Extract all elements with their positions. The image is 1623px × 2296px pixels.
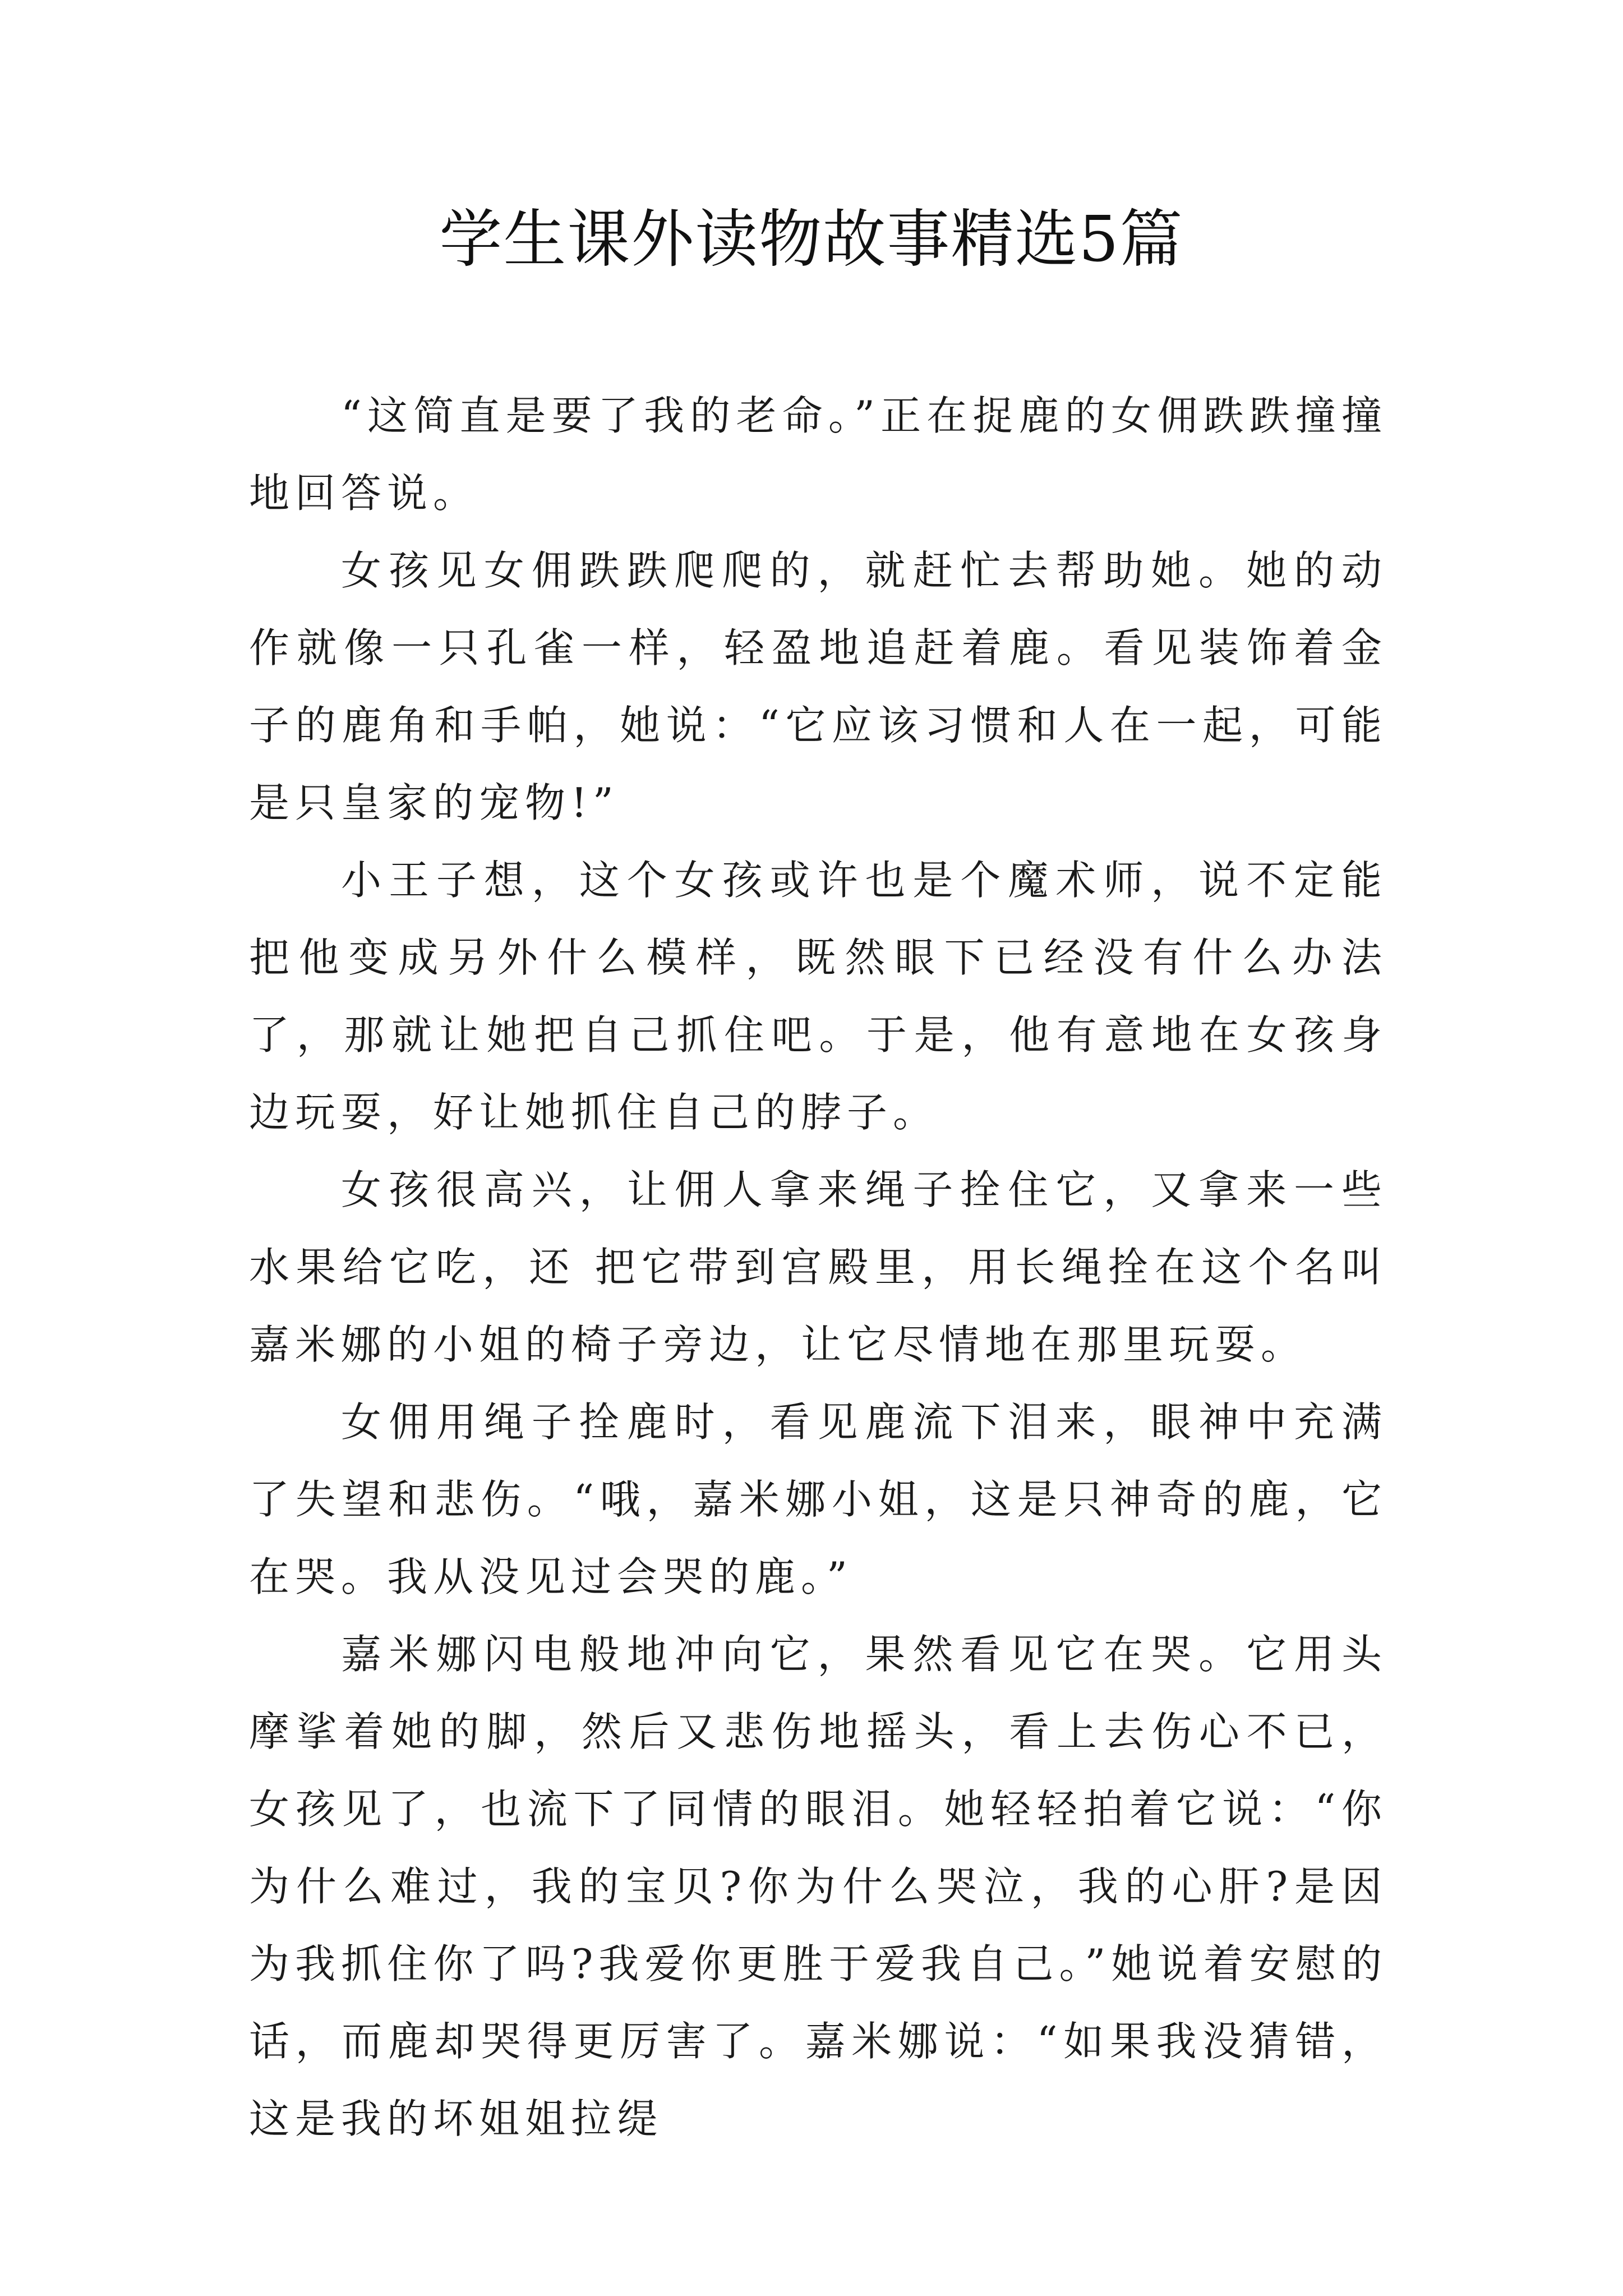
paragraph: 女孩见女佣跌跌爬爬的，就赶忙去帮助她。她的动作就像一只孔雀一样，轻盈地追赶着鹿。看见装饰着金子的鹿角和手帕，她说：“它应该习惯和人在一起，可能是只皇家的宠物!” (249, 547, 1387, 826)
document-title: 学生课外读物故事精选5篇 (439, 203, 1184, 276)
paragraph: 小王子想，这个女孩或许也是个魔术师，说不定能把他变成另外什么模样，既然眼下已经没有什么办法了，那就让她把自己抓住吧。于是，他有意地在女孩身边玩耍，好让她抓住自己的脖子。 (249, 857, 1387, 1136)
document-body (249, 377, 1387, 2157)
paragraph: 嘉米娜闪电般地冲向它，果然看见它在哭。它用头摩挲着她的脚，然后又悲伤地摇头，看上去伤心不已，女孩见了，也流下了同情的眼泪。她轻轻拍着它说：“你为什么难过，我的宝贝?你为什么哭泣，我的心肝?是因为我抓住你了吗?我爱你更胜于爱我自己。”她说着安慰的话，而鹿却哭得更厉害了。嘉米娜说：“如果我没猜错，这是我的坏姐姐拉缇 (249, 1631, 1387, 2142)
paragraph: 女佣用绳子拴鹿时，看见鹿流下泪来，眼神中充满了失望和悲伤。“哦，嘉米娜小姐，这是只神奇的鹿，它在哭。我从没见过会哭的鹿。” (249, 1398, 1387, 1600)
paragraph: “这简直是要了我的老命。”正在捉鹿的女佣跌跌撞撞地回答说。 (249, 392, 1387, 517)
paragraph: 女孩很高兴，让佣人拿来绳子拴住它，又拿来一些水果给它吃，还 把它带到宫殿里，用长绳拴在这个名叫嘉米娜的小姐的椅子旁边，让它尽情地在那里玩耍。 (249, 1166, 1387, 1368)
